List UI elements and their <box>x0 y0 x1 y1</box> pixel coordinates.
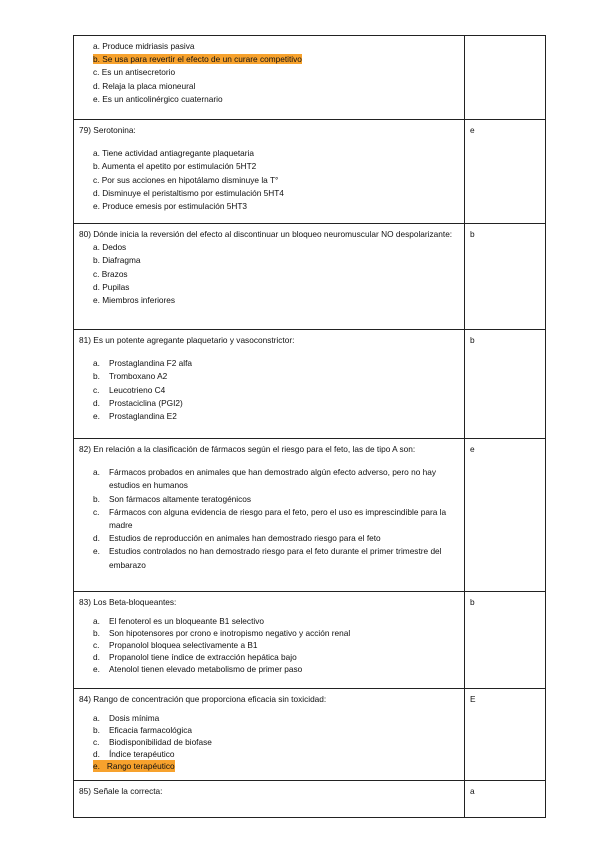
answer-cell: b <box>465 592 546 689</box>
question-row <box>74 330 546 439</box>
option: c. Por sus acciones en hipotálamo disminuye la T° <box>93 174 279 185</box>
option <box>93 627 459 639</box>
option: d. Disminuye el peristaltismo por estimulación 5HT4 <box>93 187 284 198</box>
option-letter: d. <box>93 533 100 544</box>
question-row <box>74 689 546 781</box>
question-stem: 83) Los Beta-bloqueantes: <box>79 597 177 607</box>
question-stem: 82) En relación a la clasificación de fármacos según el riesgo para el feto, las de tipo A son: <box>79 444 416 454</box>
option <box>93 370 459 383</box>
option <box>93 615 459 627</box>
option <box>93 532 459 545</box>
question-cell <box>74 224 465 330</box>
question-stem: 85) Señale la correcta: <box>79 786 163 796</box>
option-letter: a. <box>93 713 100 724</box>
option-text: El fenoterol es un bloqueante B1 selectivo <box>109 616 264 627</box>
option-list <box>79 357 459 423</box>
option-text: Atenolol tienen elevado metabolismo de primer paso <box>109 664 303 675</box>
option-list <box>79 147 459 213</box>
option-text: Propanolol tiene índice de extracción hepática bajo <box>109 652 297 663</box>
question-row <box>74 36 546 120</box>
option <box>93 639 459 651</box>
option-text: Biodisponibilidad de biofase <box>109 737 212 748</box>
option: b. Diafragma <box>93 255 141 266</box>
option: d. Relaja la placa mioneural <box>93 80 196 91</box>
option: e. Miembros inferiores <box>93 295 176 306</box>
option-letter: a. <box>93 616 100 627</box>
option-letter: a. <box>93 358 100 369</box>
option <box>93 397 459 410</box>
option <box>93 545 459 571</box>
option <box>93 384 459 397</box>
option-text: Prostaciclina (PGI2) <box>109 397 183 408</box>
question-row <box>74 120 546 224</box>
option-text: Rango terapéutico <box>106 761 175 772</box>
option-letter: b. <box>93 371 100 382</box>
option <box>93 410 459 423</box>
option: c. Es un antisecretorio <box>93 67 176 78</box>
option <box>93 724 459 736</box>
question-stem: 79) Serotonina: <box>79 125 136 135</box>
question-cell <box>74 120 465 224</box>
option: c. Brazos <box>93 268 128 279</box>
highlighted-option: b. Se usa para revertir el efecto de un curare competitivo <box>93 54 302 65</box>
option-text: Son fármacos altamente teratogénicos <box>109 493 252 504</box>
option-text: Tromboxano A2 <box>109 371 168 382</box>
option-text: Prostaglandina E2 <box>109 411 177 422</box>
option-text: Eficacia farmacológica <box>109 725 193 736</box>
option-letter: d. <box>93 397 100 408</box>
option-letter: e. <box>93 411 100 422</box>
answer-cell: e <box>465 439 546 592</box>
option-text: Fármacos con alguna evidencia de riesgo para el feto, pero el uso es imprescindible para la madre <box>109 506 447 531</box>
option: e. Es un anticolinérgico cuaternario <box>93 93 223 104</box>
answer-cell: e <box>465 120 546 224</box>
question-cell <box>74 781 465 818</box>
option-list <box>79 40 459 106</box>
option-letter: c. <box>93 384 100 395</box>
option-text: Estudios de reproducción en animales han demostrado riesgo para el feto <box>109 533 381 544</box>
option-letter: e. <box>93 761 100 772</box>
answer-cell: b <box>465 224 546 330</box>
option-list <box>79 615 459 675</box>
question-row <box>74 781 546 818</box>
option-letter: e. <box>93 664 100 675</box>
question-stem: 84) Rango de concentración que proporciona eficacia sin toxicidad: <box>79 694 327 704</box>
question-row <box>74 224 546 330</box>
answer-cell: a <box>465 781 546 818</box>
question-table <box>73 35 546 818</box>
option-text: Son hipotensores por crono e inotropismo negativo y acción renal <box>109 628 351 639</box>
option-text: Índice terapéutico <box>109 749 175 760</box>
option <box>93 736 459 748</box>
question-stem: 80) Dónde inicia la reversión del efecto al discontinuar un bloqueo neuromuscular NO despolarizante: <box>79 229 453 239</box>
option <box>93 506 459 532</box>
option: e. Produce emesis por estimulación 5HT3 <box>93 201 248 212</box>
option-letter: c. <box>93 737 100 748</box>
option-text: Prostaglandina F2 alfa <box>109 358 193 369</box>
highlighted-option <box>93 760 175 772</box>
option-text: Fármacos probados en animales que han demostrado algún efecto adverso, pero no hay estudios en humanos <box>109 467 437 491</box>
option-letter: a. <box>93 467 100 478</box>
question-stem: 81) Es un potente agregante plaquetario y vasoconstrictor: <box>79 335 295 345</box>
option-letter: c. <box>93 506 100 517</box>
option: a. Tiene actividad antiagregante plaquetaria <box>93 148 254 159</box>
option-list <box>79 241 459 307</box>
option-text: Estudios controlados no han demostrado riesgo para el feto durante el primer trimestre del embarazo <box>109 546 442 570</box>
question-row <box>74 439 546 592</box>
option <box>93 712 459 724</box>
option-letter: d. <box>93 749 100 760</box>
option-letter: b. <box>93 493 100 504</box>
option-list <box>79 712 459 772</box>
question-cell <box>74 36 465 120</box>
answer-cell: E <box>465 689 546 781</box>
option-letter: b. <box>93 725 100 736</box>
option-letter: e. <box>93 546 100 557</box>
option-letter: d. <box>93 652 100 663</box>
option: a. Dedos <box>93 242 127 253</box>
option <box>93 663 459 675</box>
answer-cell <box>465 36 546 120</box>
option <box>93 760 459 772</box>
option-letter: c. <box>93 640 100 651</box>
option <box>93 493 459 506</box>
question-cell <box>74 439 465 592</box>
option-letter: b. <box>93 628 100 639</box>
option-text: Propanolol bloquea selectivamente a B1 <box>109 640 258 651</box>
option: a. Produce midriasis pasiva <box>93 41 195 51</box>
option-text: Dosis mínima <box>109 713 160 724</box>
option <box>93 466 459 492</box>
option <box>93 357 459 370</box>
question-cell <box>74 689 465 781</box>
option <box>93 53 459 66</box>
question-cell <box>74 592 465 689</box>
option <box>93 748 459 760</box>
answer-cell: b <box>465 330 546 439</box>
option: d. Pupilas <box>93 281 130 292</box>
option: b. Aumenta el apetito por estimulación 5HT2 <box>93 161 257 172</box>
option-list <box>79 466 459 572</box>
question-cell <box>74 330 465 439</box>
option <box>93 651 459 663</box>
option-text: Leucotrieno C4 <box>109 384 166 395</box>
question-row <box>74 592 546 689</box>
